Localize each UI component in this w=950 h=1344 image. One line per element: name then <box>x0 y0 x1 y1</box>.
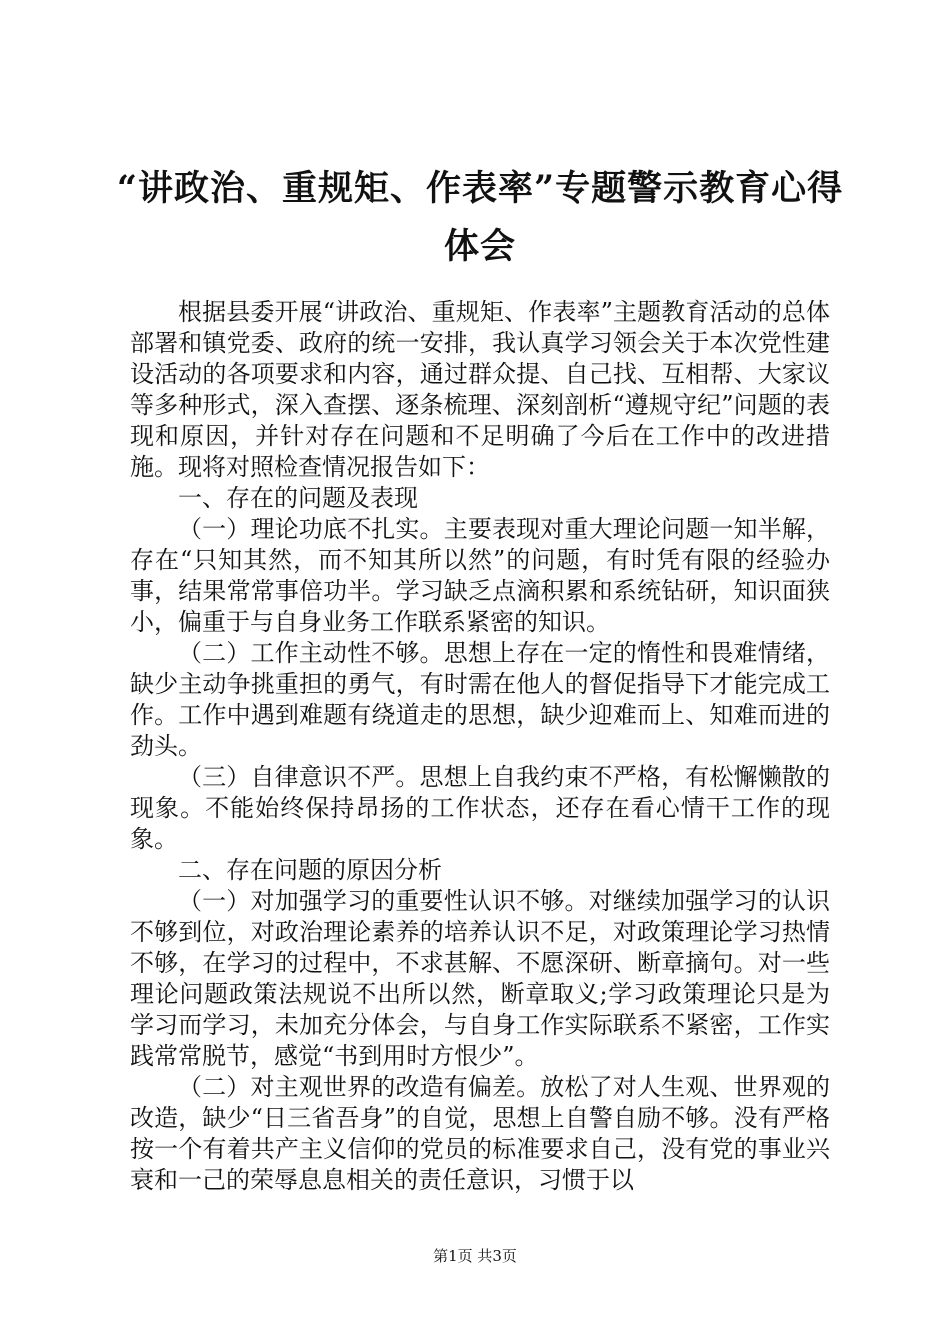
paragraph-1-3: （三）自律意识不严。思想上自我约束不严格，有松懈懒散的现象。不能始终保持昂扬的工作状态，还存在看心情干工作的现象。 <box>130 763 830 853</box>
section-heading-1: 一、存在的问题及表现 <box>178 484 418 512</box>
paragraph-2-1: （一）对加强学习的重要性认识不够。对继续加强学习的认识不够到位，对政治理论素养的培养认识不足，对政策理论学习热情不够，在学习的过程中，不求甚解、不愿深研、断章摘句。对一些理论问题政策法规说不出所以然，断章取义;学习政策理论只是为学习而学习，未加充分体会，与自身工作实际联系不紧密，工作实践常常脱节，感觉“书到用时方恨少”。 <box>130 887 830 1070</box>
paragraph-1-1: （一）理论功底不扎实。主要表现对重大理论问题一知半解，存在“只知其然，而不知其所以然”的问题，有时凭有限的经验办事，结果常常事倍功半。学习缺乏点滴积累和系统钻研，知识面狭小，偏重于与自身业务工作联系紧密的知识。 <box>130 515 830 636</box>
document-title: “讲政治、重规矩、作表率”专题警示教育心得体会 <box>116 168 844 267</box>
paragraph-1-2: （二）工作主动性不够。思想上存在一定的惰性和畏难情绪，缺少主动争挑重担的勇气，有时需在他人的督促指导下才能完成工作。工作中遇到难题有绕道走的思想，缺少迎难而上、知难而进的劲头。 <box>130 639 830 760</box>
page-footer: 第1页 共3页 <box>433 1247 517 1265</box>
paragraph-2-2: （二）对主观世界的改造有偏差。放松了对人生观、世界观的改造，缺少“日三省吾身”的自觉，思想上自警自励不够。没有严格按一个有着共产主义信仰的党员的标准要求自己，没有党的事业兴衰和一己的荣辱息息相关的责任意识，习惯于以 <box>130 1073 830 1194</box>
section-heading-2: 二、存在问题的原因分析 <box>178 856 442 884</box>
document-body <box>130 297 830 1196</box>
paragraph-intro: 根据县委开展“讲政治、重规矩、作表率”主题教育活动的总体部署和镇党委、政府的统一安排，我认真学习领会关于本次党性建设活动的各项要求和内容，通过群众提、自己找、互相帮、大家议等多种形式，深入查摆、逐条梳理、深刻剖析“遵规守纪”问题的表现和原因，并针对存在问题和不足明确了今后在工作中的改进措施。现将对照检查情况报告如下： <box>130 298 830 481</box>
